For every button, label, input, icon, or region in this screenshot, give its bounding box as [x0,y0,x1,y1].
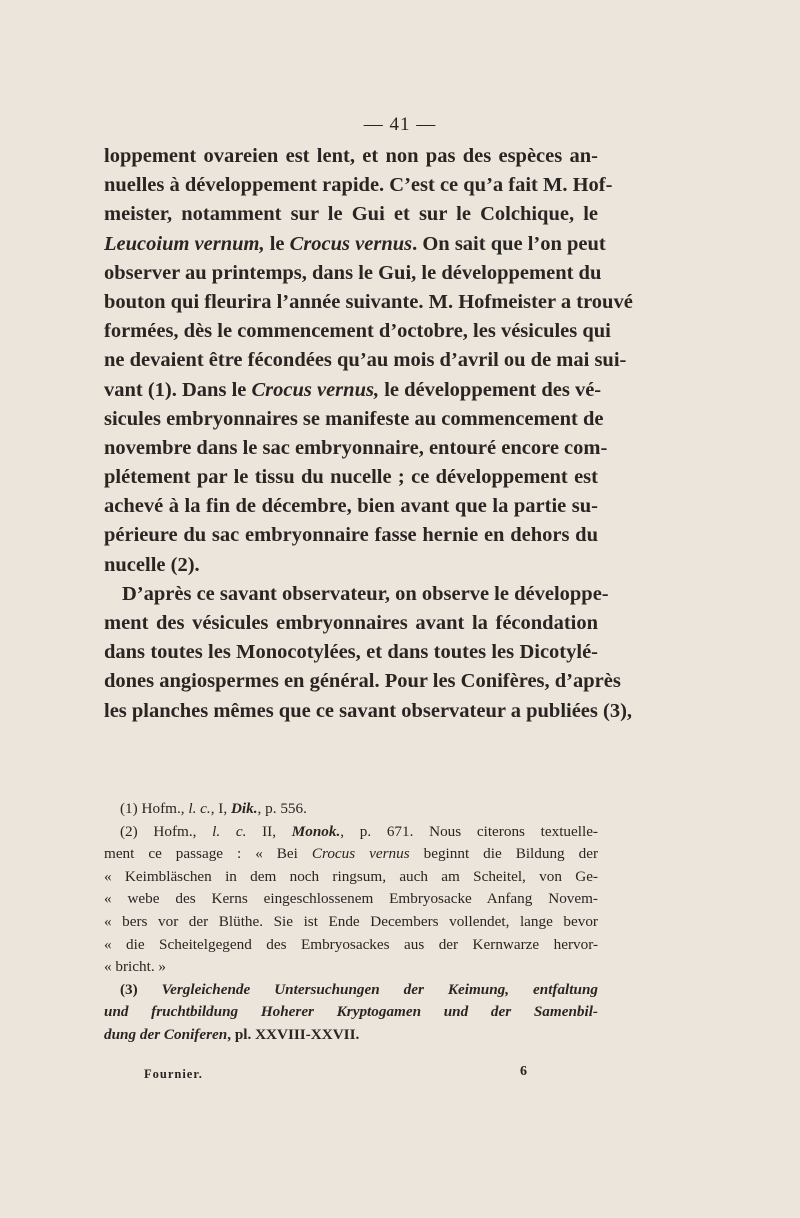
text-fragment: dung der Coniferen [104,1025,228,1043]
text-line: périeure du sac embryonnaire fasse hernie en dehors du [104,524,598,547]
text-line: ment des vésicules embryonnaires avant la fécondation [104,612,598,634]
footnote-2-line [104,821,598,844]
text-line: plétement par le tissu du nucelle ; ce développement est [104,466,598,489]
text-line: nuelles à développement rapide. C’est ce qu’a fait M. Hof- [104,174,613,197]
text-fragment: Dik. [230,800,258,817]
text-fragment: le [264,232,290,255]
text-line: D’après ce savant observateur, on observe le développe- [122,582,609,605]
sheet-number: 6 [520,1064,527,1079]
text-line: les planches mêmes que ce savant observateur a publiées (3), [104,699,633,722]
text-line: nucelle (2). [104,553,200,576]
text-fragment: l. c. [212,822,247,840]
text-fragment: , p. 671. Nous citerons textuelle- [340,822,598,840]
text-line: bouton qui fleurira l’année suivante. M. Hofmeister a trouvé [104,290,633,313]
text-fragment: l. c. [188,800,211,817]
text-fragment: beginnt die Bildung der [409,845,599,863]
text-fragment: , I, [210,800,231,817]
text-line: meister, notamment sur le Gui et sur le Colchique, le [104,203,598,226]
text-line: achevé à la fin de décembre, bien avant que la partie su- [104,495,598,518]
text-fragment: , pl. XXVIII-XXVII. [227,1025,360,1043]
footnote-2-line: « webe des Kerns eingeschlossenem Embryosacke Anfang Novem- [104,890,598,908]
text-line: sicules embryonnaires se manifeste au commencement de [104,407,604,430]
text-fragment: (2) Hofm., [120,822,213,840]
footnotes [104,798,598,1047]
species-name: Crocus vernus, [251,378,380,401]
footnote-2-line: « bricht. » [104,958,167,976]
main-text [104,142,633,726]
text-line: dones angiospermes en général. Pour les Conifères, d’après [104,670,621,693]
species-name: Leucoium vernum, [104,232,265,255]
text-line [104,376,602,405]
text-fragment: . On sait que l’on peut [412,232,606,255]
footnote-3-line [104,979,598,1002]
text-fragment: II, [246,822,292,840]
text-fragment: und fruchtbildung Hoherer Kryptogamen und der Samenbil- [104,1003,598,1021]
page-number: — 41 — [363,114,437,135]
text-fragment: Crocus vernus [311,845,410,863]
text-fragment: (3) [120,980,162,998]
text-line: formées, dès le commencement d’octobre, les vésicules qui [104,320,611,343]
text-line: observer au printemps, dans le Gui, le développement du [104,261,602,284]
text-fragment: le développement des vé- [379,378,602,401]
text-fragment: vant (1). Dans le [104,378,252,401]
footnote-3-line [104,1024,598,1047]
text-fragment: (1) Hofm., [120,800,189,817]
text-line: novembre dans le sac embryonnaire, entouré encore com- [104,436,608,459]
footnote-2-line: « Keimbläschen in dem noch ringsum, auch am Scheitel, von Ge- [104,867,598,885]
footnote-2-line [104,843,598,866]
text-line: loppement ovareien est lent, et non pas des espèces an- [104,145,598,167]
footnote-2-line: « die Scheitelgegend des Embryosackes aus der Kernwarze hervor- [104,935,598,953]
species-name: Crocus vernus [289,232,413,255]
footnote-2-line: « bers vor der Blüthe. Sie ist Ende Decembers vollendet, lange bevor [104,912,598,930]
text-line: ne devaient être fécondées qu’au mois d’avril ou de mai sui- [104,349,627,372]
footnote-3-line [104,1001,598,1024]
text-fragment: Vergleichende Untersuchungen der Keimung, entfaltung [161,980,598,998]
text-line [104,230,606,259]
printer-signature: Fournier. [144,1067,203,1081]
text-line: dans toutes les Monocotylées, et dans toutes les Dicotylé- [104,641,598,664]
text-fragment: Monok. [291,822,341,840]
text-fragment: , p. 556. [257,800,307,817]
text-fragment: ment ce passage : « Bei [104,845,312,863]
footnote-1 [104,798,598,821]
